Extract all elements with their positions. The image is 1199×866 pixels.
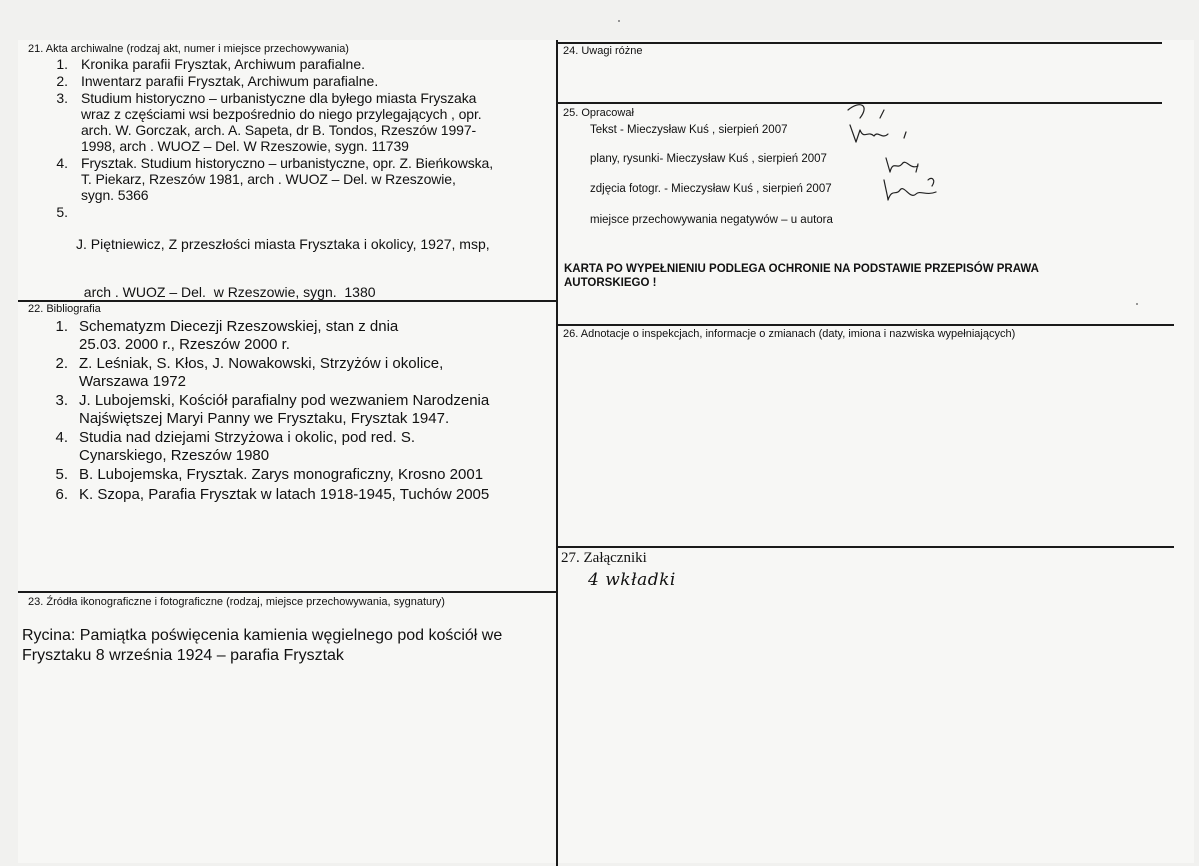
divider-26-27 bbox=[558, 546, 1174, 548]
section-23-title: 23. Źródła ikonograficzne i fotograficzne (rodzaj, miejsce przechowywania, sygnatury) bbox=[28, 596, 445, 608]
item-line: Kronika parafii Frysztak, Archiwum parafialne. bbox=[81, 56, 365, 72]
item-line: Studia nad dziejami Strzyżowa i okolic, pod red. S. bbox=[79, 429, 415, 446]
top-border-right bbox=[558, 42, 1162, 44]
list-item: 4. Frysztak. Studium historyczno – urbanistyczne, opr. Z. Bieńkowska, T. Piekarz, Rzeszów 1981, arch . WUOZ – Del. w Rzeszowie, sygn. 5366 bbox=[50, 155, 556, 203]
section-21-title: 21. Akta archiwalne (rodzaj akt, numer i miejsce przechowywania) bbox=[28, 43, 349, 55]
attachments-handwritten: 4 wkładki bbox=[588, 570, 676, 590]
item-line: wraz z częściami wsi bezpośrednio do niego przylegających , opr. bbox=[81, 106, 482, 122]
list-item: 2. Z. Leśniak, S. Kłos, J. Nowakowski, Strzyżów i okolice, Warszawa 1972 bbox=[50, 355, 556, 390]
list-item: 4. Studia nad dziejami Strzyżowa i okolic, pod red. S. Cynarskiego, Rzeszów 1980 bbox=[50, 429, 556, 464]
item-line: J. Piętniewicz, Z przeszłości miasta Frysztaka i okolicy, 1927, msp, bbox=[76, 236, 490, 252]
item-line: Schematyzm Diecezji Rzeszowskiej, stan z dnia bbox=[79, 318, 399, 335]
column-divider bbox=[556, 40, 558, 866]
section-26-title: 26. Adnotacje o inspekcjach, informacje o zmianach (daty, imiona i nazwiska wypełniających) bbox=[563, 328, 1016, 340]
section-25-title: 25. Opracował bbox=[563, 107, 634, 119]
section-21-list bbox=[50, 56, 556, 332]
warning-line: AUTORSKIEGO ! bbox=[564, 277, 657, 289]
divider-25-26 bbox=[558, 324, 1174, 326]
item-line: arch . WUOZ – Del. w Rzeszowie, sygn. 1380 bbox=[76, 284, 376, 300]
item-line: Z. Leśniak, S. Kłos, J. Nowakowski, Strzyżów i okolice, bbox=[79, 355, 444, 372]
list-item: 5. B. Lubojemska, Frysztak. Zarys monograficzny, Krosno 2001 bbox=[50, 466, 556, 484]
item-line: B. Lubojemska, Frysztak. Zarys monograficzny, Krosno 2001 bbox=[79, 466, 484, 483]
section-27-title: 27. Załączniki bbox=[561, 550, 647, 566]
list-item: 6. K. Szopa, Parafia Frysztak w latach 1918-1945, Tuchów 2005 bbox=[50, 486, 556, 504]
divider-22-23 bbox=[18, 591, 558, 593]
copyright-warning bbox=[564, 262, 1124, 290]
list-item: 1. Kronika parafii Frysztak, Archiwum parafialne. bbox=[56, 56, 365, 72]
paper-speck bbox=[1136, 303, 1138, 305]
section-22-list bbox=[50, 318, 556, 503]
item-line: Inwentarz parafii Frysztak, Archiwum parafialne. bbox=[81, 73, 379, 89]
author-row-plans: plany, rysunki- Mieczysław Kuś , sierpień 2007 bbox=[590, 153, 827, 165]
list-item: 1. Schematyzm Diecezji Rzeszowskiej, stan z dnia 25.03. 2000 r., Rzeszów 2000 r. bbox=[50, 318, 556, 353]
content-line: Frysztaku 8 września 1924 – parafia Frysztak bbox=[22, 647, 344, 664]
list-item: 3. Studium historyczno – urbanistyczne dla byłego miasta Fryszaka wraz z częściami wsi bezpośrednio do niego przylegających , opr. arch. W. Gorczak, arch. A. Sapeta, dr B. Tondos, Rzeszów 1997- 1998, arch . WUOZ – Del. W Rzeszowie, sygn. 11739 bbox=[50, 90, 556, 154]
list-item: 5. J. Piętniewicz, Z przeszłości miasta Frysztaka i okolicy, 1927, msp, arch . WUOZ – Del. w Rzeszowie, sygn. 1380 bbox=[50, 204, 556, 332]
item-line: Frysztak. Studium historyczno – urbanistyczne, opr. Z. Bieńkowska, bbox=[81, 155, 494, 171]
paper-speck bbox=[618, 20, 620, 22]
list-item: 3. J. Lubojemski, Kościół parafialny pod wezwaniem Narodzenia Najświętszej Maryi Panny we Frysztaku, Frysztak 1947. bbox=[50, 392, 556, 427]
item-line: Warszawa 1972 bbox=[79, 372, 186, 390]
item-line: 1998, arch . WUOZ – Del. W Rzeszowie, sygn. 11739 bbox=[81, 138, 409, 154]
author-row-photos: zdjęcia fotogr. - Mieczysław Kuś , sierpień 2007 bbox=[590, 183, 832, 195]
negatives-location: miejsce przechowywania negatywów – u autora bbox=[590, 214, 833, 226]
item-line: Cynarskiego, Rzeszów 1980 bbox=[79, 446, 270, 464]
section-24-title: 24. Uwagi różne bbox=[563, 45, 643, 57]
content-line: Rycina: Pamiątka poświęcenia kamienia węgielnego pod kościół we bbox=[22, 627, 503, 644]
item-line: Studium historyczno – urbanistyczne dla byłego miasta Fryszaka bbox=[81, 90, 477, 106]
signature-mark bbox=[840, 100, 950, 210]
item-line: K. Szopa, Parafia Frysztak w latach 1918-1945, Tuchów 2005 bbox=[79, 485, 490, 503]
item-line: sygn. 5366 bbox=[81, 187, 149, 203]
item-line: J. Lubojemski, Kościół parafialny pod wezwaniem Narodzenia bbox=[79, 392, 490, 409]
item-line: T. Piekarz, Rzeszów 1981, arch . WUOZ – Del. w Rzeszowie, bbox=[81, 171, 456, 187]
list-item: 2. Inwentarz parafii Frysztak, Archiwum parafialne. bbox=[56, 73, 379, 89]
section-23-content bbox=[22, 626, 554, 666]
item-line: 25.03. 2000 r., Rzeszów 2000 r. bbox=[79, 335, 290, 353]
item-line: arch. W. Gorczak, arch. A. Sapeta, dr B. Tondos, Rzeszów 1997- bbox=[81, 122, 477, 138]
warning-line: KARTA PO WYPEŁNIENIU PODLEGA OCHRONIE NA PODSTAWIE PRZEPISÓW PRAWA bbox=[564, 263, 1039, 275]
item-line: Najświętszej Maryi Panny we Frysztaku, Frysztak 1947. bbox=[79, 409, 450, 427]
section-22-title: 22. Bibliografia bbox=[28, 303, 101, 315]
author-row-text: Tekst - Mieczysław Kuś , sierpień 2007 bbox=[590, 124, 788, 136]
